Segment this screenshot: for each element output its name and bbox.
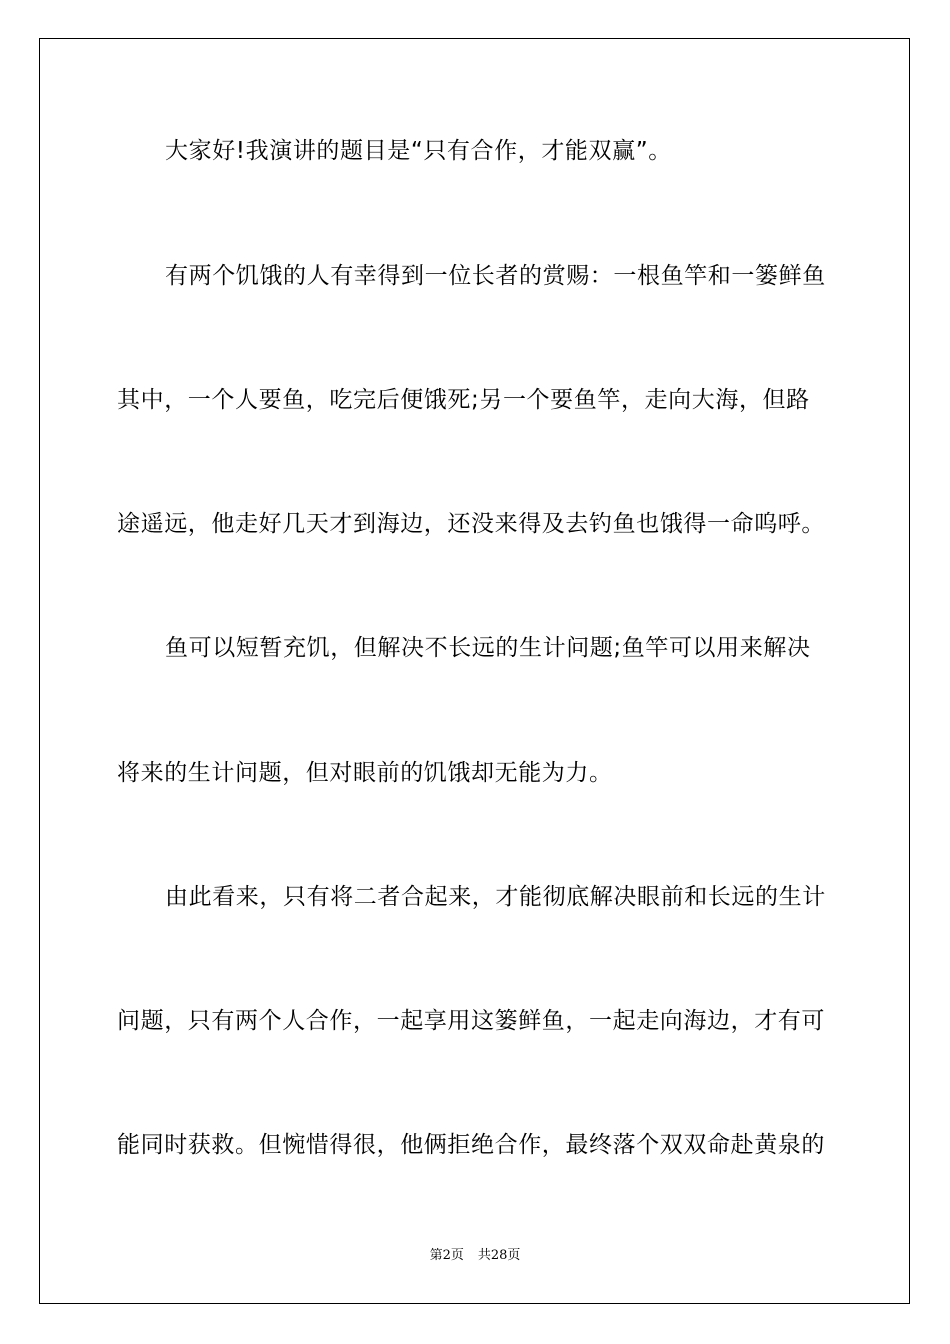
- paragraph-line: 鱼可以短暂充饥，但解决不长远的生计问题;鱼竿可以用来解决: [165, 635, 811, 661]
- paragraph-line: 将来的生计问题，但对眼前的饥饿却无能为力。: [117, 760, 613, 786]
- paragraph-line: 由此看来，只有将二者合起来，才能彻底解决眼前和长远的生计: [165, 884, 826, 910]
- page-frame: [39, 38, 910, 1304]
- paragraph-line: 问题，只有两个人合作，一起享用这篓鲜鱼，一起走向海边，才有可: [117, 1008, 825, 1034]
- page-total: 共28页: [477, 1248, 521, 1263]
- paragraph-line: 其中，一个人要鱼，吃完后便饿死;另一个要鱼竿，走向大海，但路: [117, 387, 810, 413]
- paragraph-line: 大家好!我演讲的题目是“只有合作，才能双赢”。: [165, 138, 672, 164]
- page-footer: [0, 1247, 950, 1265]
- paragraph-line: 有两个饥饿的人有幸得到一位长者的赏赐：一根鱼竿和一篓鲜鱼: [165, 263, 826, 289]
- paragraph-line: 能同时获救。但惋惜得很，他俩拒绝合作，最终落个双双命赴黄泉的: [117, 1132, 825, 1158]
- page-number: 第2页: [429, 1248, 464, 1263]
- paragraph-line: 途遥远，他走好几天才到海边，还没来得及去钓鱼也饿得一命呜呼。: [117, 511, 825, 537]
